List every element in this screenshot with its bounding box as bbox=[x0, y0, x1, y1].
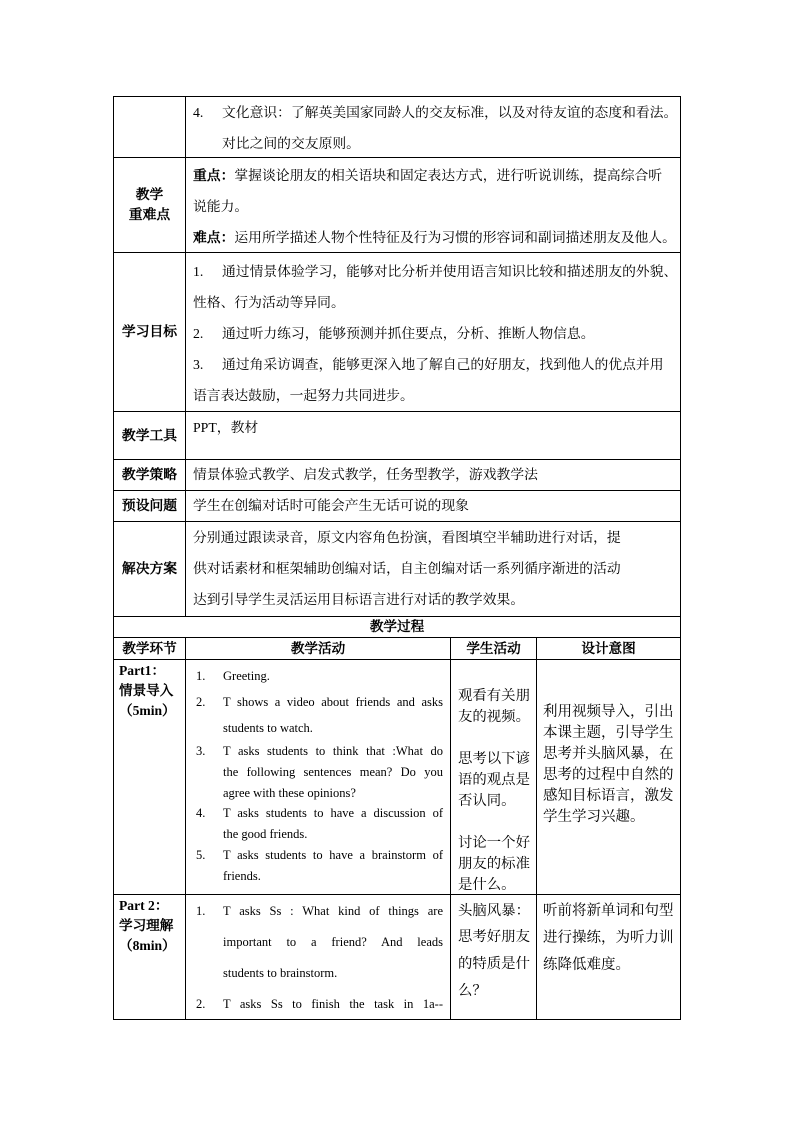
teaching-strategies-label: 教学策略 bbox=[121, 467, 178, 482]
activity-line: T asks students to think that :What do bbox=[223, 744, 443, 758]
header-design-intent: 设计意图 bbox=[581, 640, 636, 656]
culture-awareness-line-2: 对比之间的交友原则。 bbox=[222, 136, 360, 151]
key-difficult-label-line-1: 教学 bbox=[135, 187, 164, 202]
header-teacher-activity-cell bbox=[185, 637, 451, 660]
part-1-design-intent-cell bbox=[536, 659, 681, 895]
learning-objectives-label: 学习目标 bbox=[121, 324, 178, 339]
activity-number: 3. bbox=[196, 744, 206, 758]
activity-line: the following sentences mean? Do you bbox=[223, 764, 443, 779]
activity-number: 1. bbox=[196, 669, 206, 683]
objective-item-1-continued: 性格、行为活动等异同。 bbox=[193, 294, 345, 310]
teaching-strategies-cell bbox=[185, 459, 681, 491]
objective-number: 1. bbox=[193, 263, 204, 279]
key-point-label: 重点： bbox=[193, 168, 235, 183]
anticipated-problems-value: 学生在创编对话时可能会产生无话可说的现象 bbox=[193, 498, 469, 513]
student-activity-line: 头脑风暴： bbox=[458, 902, 530, 919]
student-activity-line: 观看有关朋 bbox=[458, 687, 530, 704]
activity-item bbox=[196, 689, 443, 741]
objective-text: 通过角采访调查，能够更深入地了解自己的好朋友，找到他人的优点并用 bbox=[222, 356, 664, 372]
activity-number: 2. bbox=[196, 695, 206, 709]
activity-line: Greeting. bbox=[223, 669, 270, 683]
key-difficult-label-line-2: 重难点 bbox=[128, 207, 171, 222]
solutions-line-2: 供对话素材和框架辅助创编对话，自主创编对话一系列循序渐进的活动 bbox=[193, 561, 621, 576]
activity-item bbox=[196, 803, 443, 845]
student-activity-line: 朋友的标准 bbox=[458, 855, 530, 872]
key-point-text: 掌握谈论朋友的相关语块和固定表达方式，进行听说训练，提高综合听 bbox=[234, 168, 663, 183]
header-student-activity-cell bbox=[450, 637, 537, 660]
header-student-activity: 学生活动 bbox=[466, 640, 521, 656]
part-2-teacher-activities-cell bbox=[185, 894, 451, 1020]
activity-line: T shows a video about friends and asks bbox=[223, 695, 443, 709]
design-intent-line: 听前将新单词和句型 bbox=[543, 902, 674, 919]
culture-awareness-number: 4. bbox=[193, 105, 204, 120]
activity-line: T asks students to have a brainstorm of bbox=[223, 847, 443, 862]
key-difficult-points-label-cell bbox=[113, 157, 186, 253]
student-activity-line: 的特质是什 bbox=[458, 956, 530, 972]
activity-line: agree with these opinions? bbox=[223, 785, 356, 800]
objective-item-2 bbox=[193, 318, 680, 349]
key-point-line-2: 说能力。 bbox=[193, 199, 249, 214]
part-1-stage-title: Part1： bbox=[119, 663, 166, 678]
student-activity-group bbox=[458, 686, 536, 728]
design-intent-line: 学生学习兴趣。 bbox=[543, 808, 645, 825]
part-1-stage-cell bbox=[113, 659, 186, 895]
activity-item bbox=[196, 663, 443, 689]
culture-awareness-cell bbox=[185, 96, 681, 158]
activity-line: T asks Ss : What kind of things are bbox=[223, 903, 443, 918]
key-difficult-points-cell bbox=[185, 157, 681, 253]
header-design-intent-cell bbox=[536, 637, 681, 660]
objective-text: 通过情景体验学习，能够对比分析并使用语言知识比较和描述朋友的外貌、 bbox=[222, 263, 678, 279]
student-activity-line: 讨论一个好 bbox=[458, 834, 530, 851]
design-intent-line: 思考的过程中自然的 bbox=[543, 766, 674, 783]
header-stage-cell bbox=[113, 637, 186, 660]
student-activity-line: 是什么。 bbox=[458, 876, 516, 893]
teaching-tools-value: PPT，教材 bbox=[193, 420, 259, 435]
solutions-line-1: 分别通过跟读录音，原文内容角色扮演，看图填空半辅助进行对话，提 bbox=[193, 530, 621, 545]
student-activity-line: 友的视频。 bbox=[458, 708, 530, 725]
activity-item bbox=[196, 989, 443, 1020]
design-intent-line: 进行操练，为听力训 bbox=[543, 929, 674, 946]
activity-line: the good friends. bbox=[223, 827, 308, 842]
culture-awareness-line-1 bbox=[193, 97, 680, 128]
student-activity-line: 否认同。 bbox=[458, 792, 516, 809]
objective-number: 3. bbox=[193, 356, 204, 372]
activity-number: 1. bbox=[196, 903, 206, 918]
student-activity-line: 思考好朋友 bbox=[458, 929, 530, 946]
difficult-point-label: 难点： bbox=[193, 230, 235, 245]
activity-line: friends. bbox=[223, 868, 261, 883]
student-activity-line: 么？ bbox=[458, 982, 487, 999]
objective-item-1 bbox=[193, 256, 680, 287]
key-point-line-1 bbox=[193, 160, 680, 191]
part-2-stage-title: Part 2： bbox=[119, 898, 169, 913]
objective-number: 2. bbox=[193, 325, 204, 341]
design-intent-line: 练降低难度。 bbox=[543, 956, 630, 973]
anticipated-problems-cell bbox=[185, 490, 681, 522]
teaching-tools-label-cell bbox=[113, 411, 186, 460]
part-2-design-intent-cell bbox=[536, 894, 681, 1020]
anticipated-problems-label: 预设问题 bbox=[121, 498, 178, 513]
solutions-label-cell bbox=[113, 521, 186, 617]
teaching-process-title-cell bbox=[113, 616, 681, 638]
part-2-stage-cell bbox=[113, 894, 186, 1020]
solutions-line-3: 达到引导学生灵活运用目标语言进行对话的教学效果。 bbox=[193, 592, 525, 607]
learning-objectives-label-cell bbox=[113, 252, 186, 412]
difficult-point-text: 运用所学描述人物个性特征及行为习惯的形容词和副词描述朋友及他人。 bbox=[234, 230, 676, 245]
student-activity-line: 思考以下谚 bbox=[458, 750, 530, 767]
design-intent-line: 利用视频导入，引出 bbox=[543, 703, 674, 720]
objective-item-3 bbox=[193, 349, 680, 380]
activity-item bbox=[196, 845, 443, 887]
teaching-strategies-value: 情景体验式教学、启发式教学，任务型教学，游戏教学法 bbox=[193, 467, 538, 482]
continuation-label-cell bbox=[113, 96, 186, 158]
activity-item bbox=[196, 741, 443, 803]
learning-objectives-cell bbox=[185, 252, 681, 412]
activity-line: students to watch. bbox=[223, 721, 313, 735]
part-1-student-activity-cell bbox=[450, 659, 537, 895]
teaching-strategies-label-cell bbox=[113, 459, 186, 491]
student-activity-line: 语的观点是 bbox=[458, 771, 530, 788]
header-stage: 教学环节 bbox=[122, 640, 177, 656]
objective-item-3-continued: 语言表达鼓励，一起努力共同进步。 bbox=[193, 387, 414, 403]
part-2-stage-duration: （8min） bbox=[119, 938, 176, 953]
part-2-student-activity-cell bbox=[450, 894, 537, 1020]
design-intent-line: 思考并头脑风暴，在 bbox=[543, 745, 674, 762]
activity-number: 2. bbox=[196, 996, 206, 1011]
design-intent-line: 感知目标语言，激发 bbox=[543, 787, 674, 804]
activity-line: T asks students to have a discussion of bbox=[223, 806, 443, 821]
activity-line: T asks Ss to finish the task in 1a-- bbox=[223, 996, 443, 1011]
activity-number: 5. bbox=[196, 847, 206, 862]
culture-awareness-text: 文化意识：了解英美国家同龄人的交友标准，以及对待友谊的态度和看法。 bbox=[222, 105, 678, 120]
header-teacher-activity: 教学活动 bbox=[290, 640, 346, 656]
teaching-tools-label: 教学工具 bbox=[121, 427, 178, 443]
part-1-stage-name: 情景导入 bbox=[119, 683, 174, 698]
part-1-stage-duration: （5min） bbox=[119, 703, 176, 718]
teaching-tools-cell bbox=[185, 411, 681, 460]
design-intent-line: 本课主题，引导学生 bbox=[543, 724, 674, 741]
part-1-teacher-activities-cell bbox=[185, 659, 451, 895]
activity-number: 4. bbox=[196, 806, 206, 821]
teaching-process-title: 教学过程 bbox=[369, 619, 425, 634]
student-activity-group bbox=[458, 833, 536, 896]
part-2-stage-name: 学习理解 bbox=[119, 918, 174, 933]
anticipated-problems-label-cell bbox=[113, 490, 186, 522]
activity-item bbox=[196, 896, 443, 989]
activity-line: important to a friend? And leads bbox=[223, 934, 443, 949]
activity-line: students to brainstorm. bbox=[223, 965, 338, 980]
solutions-label: 解决方案 bbox=[121, 561, 178, 576]
objective-text: 通过听力练习，能够预测并抓住要点，分析、推断人物信息。 bbox=[222, 325, 595, 341]
student-activity-group bbox=[458, 749, 536, 812]
difficult-point-line bbox=[193, 222, 680, 253]
solutions-cell bbox=[185, 521, 681, 617]
